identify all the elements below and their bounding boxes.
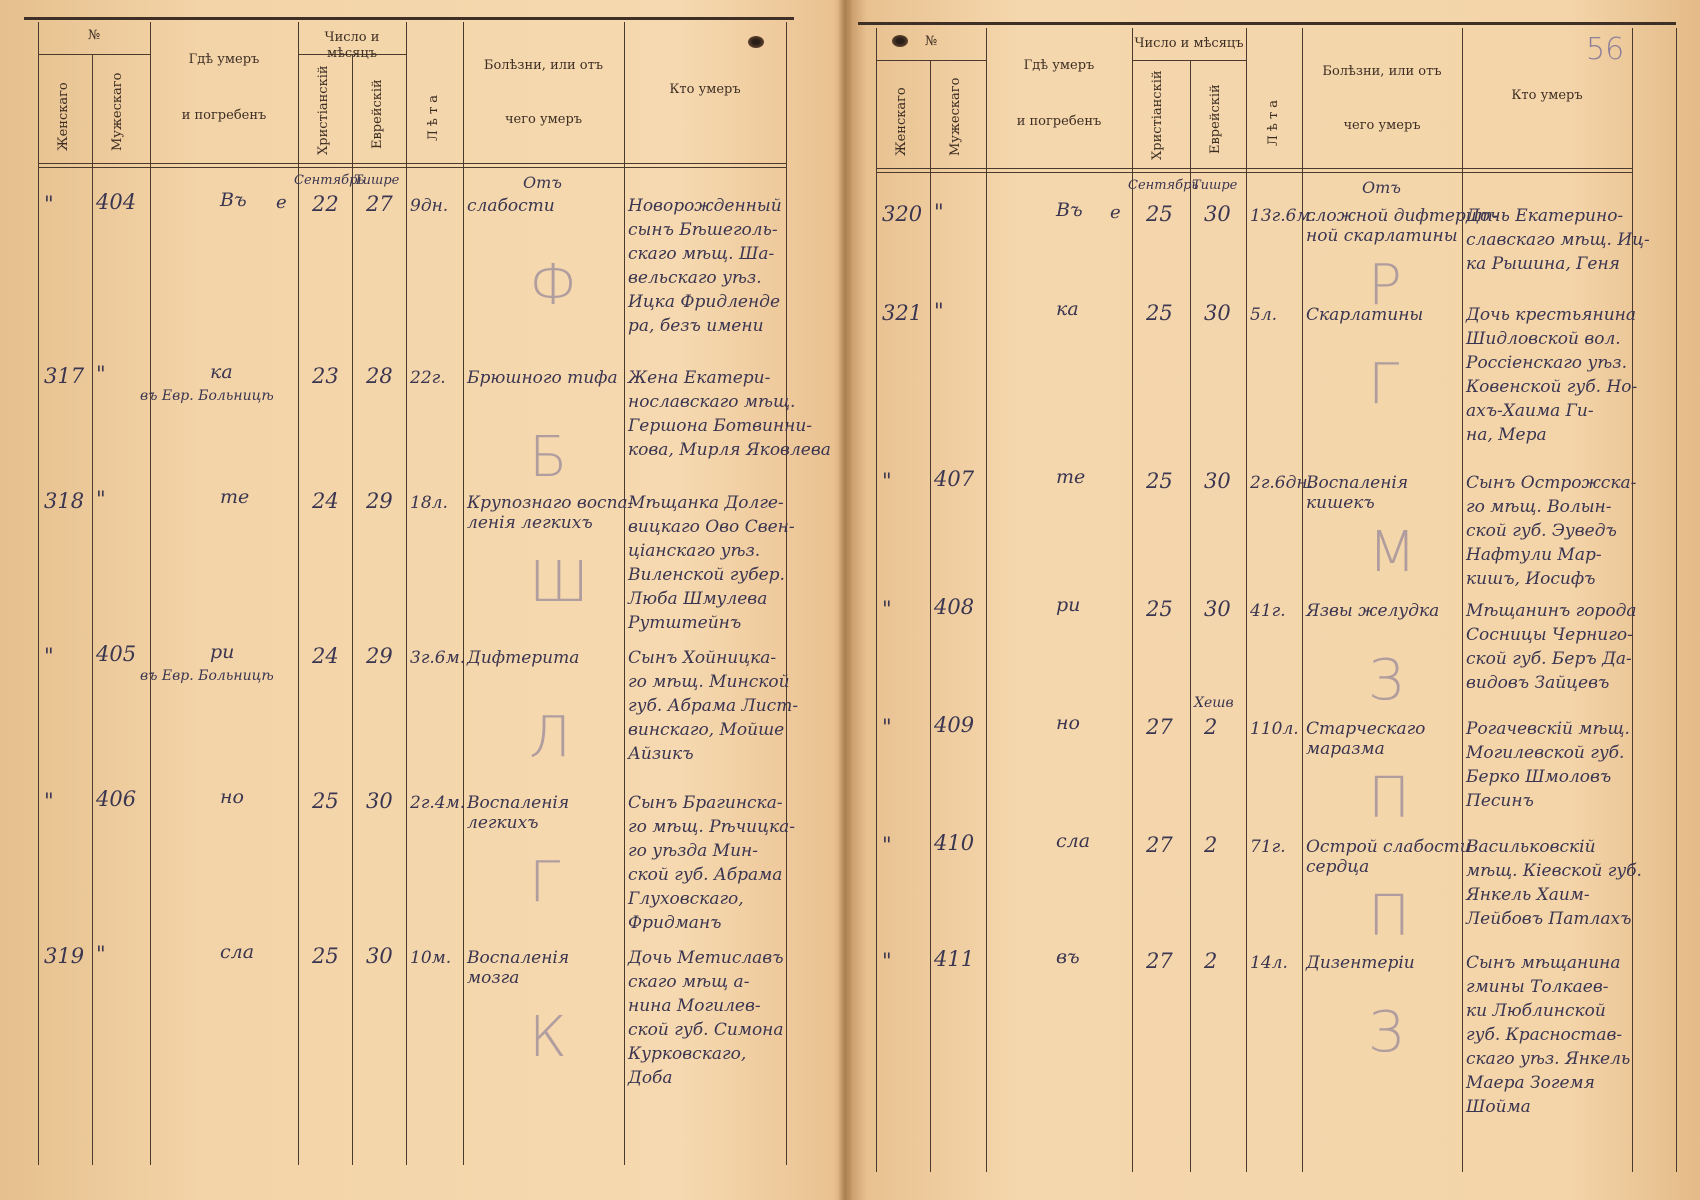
header-male: Мужескаго <box>110 72 125 151</box>
entry-who-line: Сынъ Брагинска- <box>628 793 783 813</box>
entry-who-line: Дочь Метиславъ <box>628 948 784 968</box>
entry-male-number: " <box>96 942 106 966</box>
entry-age: 2г.6дн. <box>1250 473 1314 493</box>
column-rule <box>406 22 407 1165</box>
entry-christian-day: 23 <box>312 364 339 388</box>
entry-who-line: винскаго, Мойше <box>628 720 785 740</box>
entry-christian-day: 25 <box>1146 469 1173 493</box>
header-cause-line1: Болѣзни, или отъ <box>483 58 604 73</box>
book-gutter <box>838 0 852 1200</box>
pencil-index-letter: Ш <box>529 550 589 615</box>
entry-who-line: вицкаго Ово Свен- <box>628 517 795 537</box>
entry-female-number: " <box>44 789 54 813</box>
entry-cause-line: ной скарлатины <box>1306 226 1458 246</box>
entry-who-line: Дочь Екатерино- <box>1466 206 1624 226</box>
entry-age: 9дн. <box>410 196 449 216</box>
entry-place: въ <box>1056 946 1080 968</box>
entry-cause-line: кишекъ <box>1306 493 1375 513</box>
entry-female-number: " <box>882 469 892 493</box>
entry-who-line: Шидловской вол. <box>1466 329 1621 349</box>
entry-place-sub: въ Евр. Больницѣ <box>140 388 274 404</box>
column-rule <box>1190 60 1191 1172</box>
entry-cause-line: Воспаленiя <box>467 948 570 968</box>
entry-who-line: Лейбовъ Патлахъ <box>1466 909 1632 929</box>
pencil-index-letter: Л <box>529 705 572 770</box>
entry-place: те <box>1056 466 1086 488</box>
entry-cause-line: Брюшного тифа <box>467 368 618 388</box>
entry-jewish-day: 27 <box>366 192 393 216</box>
column-rule <box>876 28 877 1172</box>
header-rule <box>876 168 1632 169</box>
header-jewish: Еврейскiй <box>370 79 385 149</box>
entry-male-number: 404 <box>96 190 137 214</box>
entry-place: сла <box>220 941 255 963</box>
entry-cause-line: Воспаленiя <box>467 793 570 813</box>
entry-who-line: ской губ. Эуведъ <box>1466 521 1617 541</box>
month-jewish: Тишре <box>354 173 400 188</box>
top-rule <box>858 22 1676 25</box>
entry-who-line: славскаго мѣщ. Иц- <box>1466 230 1650 250</box>
entry-place: ри <box>210 641 235 663</box>
entry-christian-day: 25 <box>312 789 339 813</box>
header-place-line2: и погребенъ <box>1016 114 1102 129</box>
entry-place: Въ <box>1056 199 1083 221</box>
entry-female-number: 317 <box>44 364 85 388</box>
entry-place: сла <box>1056 830 1091 852</box>
entry-age: 71г. <box>1250 837 1286 857</box>
cause-prefix: Отъ <box>523 173 562 192</box>
column-rule <box>986 28 987 1172</box>
entry-jewish-day: 2 <box>1204 949 1218 973</box>
month-jewish-late: Хешв <box>1194 695 1234 711</box>
entry-place: ка <box>1056 298 1079 320</box>
entry-jewish-day: 29 <box>366 489 393 513</box>
entry-who-line: Мѣщанка Долге- <box>628 493 784 513</box>
entry-female-number: 320 <box>882 202 923 226</box>
header-christian: Христiанскiй <box>1150 70 1165 160</box>
entry-who-line: го мѣщ. Минской <box>628 672 790 692</box>
entry-cause-line: сложной дифтерит- <box>1306 206 1499 226</box>
entry-place-tail: е <box>1110 202 1121 223</box>
header-age: Л ѣ т а <box>426 94 441 141</box>
header-number: № <box>924 34 938 49</box>
header-rule <box>1132 60 1246 61</box>
entry-place-tail: е <box>276 192 287 213</box>
entry-who-line: Фридманъ <box>628 913 722 933</box>
entry-who-line: мѣщ. Кiевской губ. <box>1466 861 1642 881</box>
entry-male-number: 407 <box>934 467 975 491</box>
entry-place: ри <box>1056 594 1081 616</box>
header-rule <box>876 60 986 61</box>
entry-jewish-day: 2 <box>1204 715 1218 739</box>
column-rule <box>930 60 931 1172</box>
column-rule <box>463 22 464 1165</box>
entry-christian-day: 25 <box>312 944 339 968</box>
top-rule <box>24 17 794 20</box>
entry-who-line: на, Мера <box>1466 425 1547 445</box>
entry-who-line: Сосницы Черниго- <box>1466 625 1633 645</box>
header-female: Женскаго <box>894 87 909 156</box>
entry-cause-line: Дизентерiи <box>1306 953 1415 973</box>
entry-christian-day: 25 <box>1146 301 1173 325</box>
entry-cause-line: Воспаленiя <box>1306 473 1409 493</box>
entry-who-line: Ковенской губ. Но- <box>1466 377 1638 397</box>
entry-jewish-day: 29 <box>366 644 393 668</box>
entry-age: 3г.6м. <box>410 648 466 668</box>
right-page <box>852 0 1700 1200</box>
header-christian: Христiанскiй <box>316 65 331 155</box>
pencil-index-letter: П <box>1368 884 1411 949</box>
entry-female-number: 321 <box>882 301 923 325</box>
entry-who-line: Курковскаго, <box>628 1044 747 1064</box>
entry-who-line: Дочь крестьянина <box>1466 305 1637 325</box>
entry-place: ка <box>210 361 233 383</box>
column-rule <box>352 54 353 1165</box>
entry-jewish-day: 2 <box>1204 833 1218 857</box>
entry-who-line: гмины Толкаев- <box>1466 977 1609 997</box>
pencil-index-letter: Б <box>529 425 568 490</box>
pencil-index-letter: Г <box>1368 352 1400 417</box>
entry-who-line: сынъ Бѣшеголь- <box>628 220 778 240</box>
entry-who-line: Янкель Хаим- <box>1466 885 1590 905</box>
entry-who-line: Берко Шмоловъ <box>1466 767 1612 787</box>
entry-age: 10м. <box>410 948 452 968</box>
entry-female-number: " <box>882 597 892 621</box>
pencil-index-letter: З <box>1368 1000 1404 1065</box>
entry-cause-line: Язвы желудка <box>1306 601 1440 621</box>
entry-cause-line: Крупознаго воспа- <box>467 493 634 513</box>
month-jewish: Тишре <box>1192 178 1238 193</box>
entry-who-line: кишъ, Иосифъ <box>1466 569 1596 589</box>
entry-male-number: 405 <box>96 642 137 666</box>
entry-jewish-day: 30 <box>366 789 393 813</box>
entry-female-number: 319 <box>44 944 85 968</box>
binding-hole <box>748 36 764 48</box>
entry-jewish-day: 30 <box>1204 469 1231 493</box>
entry-cause-line: мозга <box>467 968 520 988</box>
month-christian: Сентябрь <box>1128 178 1199 193</box>
entry-who-line: Нафтули Мар- <box>1466 545 1602 565</box>
entry-christian-day: 24 <box>312 644 339 668</box>
header-cause-line2: чего умеръ <box>504 112 583 127</box>
pencil-index-letter: П <box>1368 766 1411 831</box>
entry-who-line: нославскаго мѣщ. <box>628 392 796 412</box>
entry-cause-line: Дифтерита <box>467 648 580 668</box>
entry-who-line: ра, безъ имени <box>628 316 764 336</box>
header-place-line1: Гдѣ умеръ <box>1023 58 1095 73</box>
column-rule <box>1246 28 1247 1172</box>
entry-female-number: " <box>44 192 54 216</box>
entry-who-line: Люба Шмулева <box>628 589 768 609</box>
entry-who-line: вельскаго уѣз. <box>628 268 762 288</box>
header-place-line1: Гдѣ умеръ <box>188 52 260 67</box>
entry-who-line: ахъ-Хаима Ги- <box>1466 401 1594 421</box>
entry-jewish-day: 28 <box>366 364 393 388</box>
entry-who-line: Сынъ Острожска- <box>1466 473 1637 493</box>
entry-female-number: " <box>882 949 892 973</box>
entry-who-line: скаго уѣз. Янкель <box>1466 1049 1631 1069</box>
column-rule <box>1462 28 1463 1172</box>
entry-who-line: ка Рышина, Геня <box>1466 254 1620 274</box>
entry-place: но <box>1056 712 1080 734</box>
entry-christian-day: 27 <box>1146 715 1173 739</box>
entry-who-line: скаго мѣщ а- <box>628 972 750 992</box>
header-rule <box>38 54 150 55</box>
header-rule <box>38 167 786 168</box>
column-rule <box>1132 28 1133 1172</box>
header-age: Л ѣ т а <box>1266 99 1281 146</box>
entry-who-line: скаго мѣщ. Ша- <box>628 244 775 264</box>
entry-who-line: Жена Екатери- <box>628 368 771 388</box>
entry-age: 5л. <box>1250 305 1278 325</box>
entry-female-number: " <box>882 833 892 857</box>
header-rule <box>876 172 1632 173</box>
entry-age: 13г.6м. <box>1250 206 1316 226</box>
entry-female-number: " <box>882 715 892 739</box>
entry-jewish-day: 30 <box>1204 301 1231 325</box>
entry-who-line: Рогачевскiй мѣщ. <box>1466 719 1630 739</box>
column-rule <box>92 54 93 1165</box>
entry-christian-day: 27 <box>1146 949 1173 973</box>
entry-jewish-day: 30 <box>366 944 393 968</box>
page-number: 56 <box>1586 32 1625 67</box>
entry-who-line: губ. Красностав- <box>1466 1025 1623 1045</box>
entry-who-line: Гершона Ботвинни- <box>628 416 813 436</box>
entry-who-line: Могилевской губ. <box>1466 743 1625 763</box>
entry-who-line: Россiенскаго уѣз. <box>1466 353 1627 373</box>
entry-cause-line: легкихъ <box>467 813 539 833</box>
entry-who-line: Маера Зогемя <box>1466 1073 1595 1093</box>
header-cause-line2: чего умеръ <box>1343 118 1421 133</box>
entry-who-line: цiанскаго уѣз. <box>628 541 761 561</box>
entry-male-number: 409 <box>934 713 975 737</box>
header-place-line2: и погребенъ <box>181 108 267 123</box>
entry-who-line: Васильковскiй <box>1466 837 1596 857</box>
entry-cause-line: Скарлатины <box>1306 305 1424 325</box>
entry-christian-day: 25 <box>1146 597 1173 621</box>
entry-age: 41г. <box>1250 601 1286 621</box>
entry-who-line: Сынъ Хойницка- <box>628 648 777 668</box>
entry-who-line: кова, Мирля Яковлева <box>628 440 831 460</box>
header-female: Женскаго <box>56 82 71 151</box>
header-date: Число и мѣсяцъ <box>1134 36 1244 51</box>
entry-cause-line: Острой слабости <box>1306 837 1471 857</box>
entry-who-line: го уѣзда Мин- <box>628 841 758 861</box>
entry-male-number: 411 <box>934 947 975 971</box>
entry-who-line: Айзикъ <box>628 744 694 764</box>
entry-who-line: Шойма <box>1466 1097 1531 1117</box>
entry-who-line: Мѣщанинъ города <box>1466 601 1637 621</box>
entry-male-number: " <box>96 487 106 511</box>
entry-who-line: нина Могилев- <box>628 996 761 1016</box>
entry-who-line: го мѣщ. Рѣчицка- <box>628 817 796 837</box>
header-cause-line1: Болѣзни, или отъ <box>1322 64 1442 79</box>
entry-male-number: 406 <box>96 787 137 811</box>
pencil-index-letter: Г <box>529 850 561 915</box>
entry-who-line: Сынъ мѣщанина <box>1466 953 1621 973</box>
header-who: Кто умеръ <box>1511 88 1583 103</box>
entry-female-number: 318 <box>44 489 85 513</box>
column-rule <box>786 22 787 1165</box>
pencil-index-letter: Р <box>1368 253 1402 318</box>
entry-who-line: видовъ Зайцевъ <box>1466 673 1610 693</box>
pencil-index-letter: З <box>1368 648 1404 713</box>
entry-who-line: ской губ. Симона <box>628 1020 784 1040</box>
header-number: № <box>87 28 101 43</box>
entry-who-line: ки Люблинской <box>1466 1001 1606 1021</box>
entry-age: 14л. <box>1250 953 1288 973</box>
entry-male-number: 410 <box>934 831 975 855</box>
entry-female-number: " <box>44 644 54 668</box>
entry-cause-line: ленiя легкихъ <box>467 513 593 533</box>
pencil-index-letter: К <box>529 1005 567 1070</box>
entry-who-line: Песинъ <box>1466 791 1534 811</box>
entry-age: 18л. <box>410 493 448 513</box>
cause-prefix: Отъ <box>1362 178 1401 197</box>
entry-who-line: Рутштейнъ <box>628 613 742 633</box>
column-rule <box>1302 28 1303 1172</box>
entry-cause-line: слабости <box>467 196 555 216</box>
entry-place: Въ <box>220 189 247 211</box>
header-male: Мужескаго <box>948 77 963 156</box>
entry-male-number: 408 <box>934 595 975 619</box>
header-jewish: Еврейскiй <box>1208 84 1223 154</box>
pencil-index-letter: Ф <box>529 253 578 318</box>
entry-who-line: губ. Абрама Лист- <box>628 696 799 716</box>
column-rule <box>1676 28 1677 1172</box>
entry-male-number: " <box>934 200 944 224</box>
entry-who-line: ской губ. Абрама <box>628 865 783 885</box>
header-rule <box>38 163 786 164</box>
header-who: Кто умеръ <box>669 82 741 97</box>
entry-who-line: го мѣщ. Волын- <box>1466 497 1612 517</box>
entry-cause-line: маразма <box>1306 739 1385 759</box>
header-date: Число и мѣсяцъ <box>324 30 380 61</box>
entry-cause-line: сердца <box>1306 857 1370 877</box>
entry-male-number: " <box>934 299 944 323</box>
entry-christian-day: 24 <box>312 489 339 513</box>
entry-who-line: Глуховскаго, <box>628 889 744 909</box>
entry-age: 110л. <box>1250 719 1299 739</box>
entry-christian-day: 27 <box>1146 833 1173 857</box>
entry-jewish-day: 30 <box>1204 202 1231 226</box>
entry-place-sub: въ Евр. Больницѣ <box>140 668 274 684</box>
column-rule <box>298 22 299 1165</box>
column-rule <box>38 22 39 1165</box>
entry-male-number: " <box>96 362 106 386</box>
entry-age: 2г.4м. <box>410 793 466 813</box>
entry-who-line: Ицка Фридленде <box>628 292 781 312</box>
entry-who-line: ской губ. Беръ Да- <box>1466 649 1632 669</box>
entry-cause-line: Старческаго <box>1306 719 1426 739</box>
entry-who-line: Новорожденный <box>628 196 782 216</box>
left-page <box>0 0 838 1200</box>
entry-age: 22г. <box>410 368 446 388</box>
entry-christian-day: 22 <box>312 192 339 216</box>
entry-place: те <box>220 486 250 508</box>
entry-christian-day: 25 <box>1146 202 1173 226</box>
entry-place: но <box>220 786 244 808</box>
entry-who-line: Доба <box>628 1068 673 1088</box>
entry-who-line: Виленской губер. <box>628 565 785 585</box>
entry-jewish-day: 30 <box>1204 597 1231 621</box>
pencil-index-letter: М <box>1368 520 1417 585</box>
month-christian: Сентябрь <box>294 173 365 188</box>
column-rule <box>150 22 151 1165</box>
column-rule <box>624 22 625 1165</box>
